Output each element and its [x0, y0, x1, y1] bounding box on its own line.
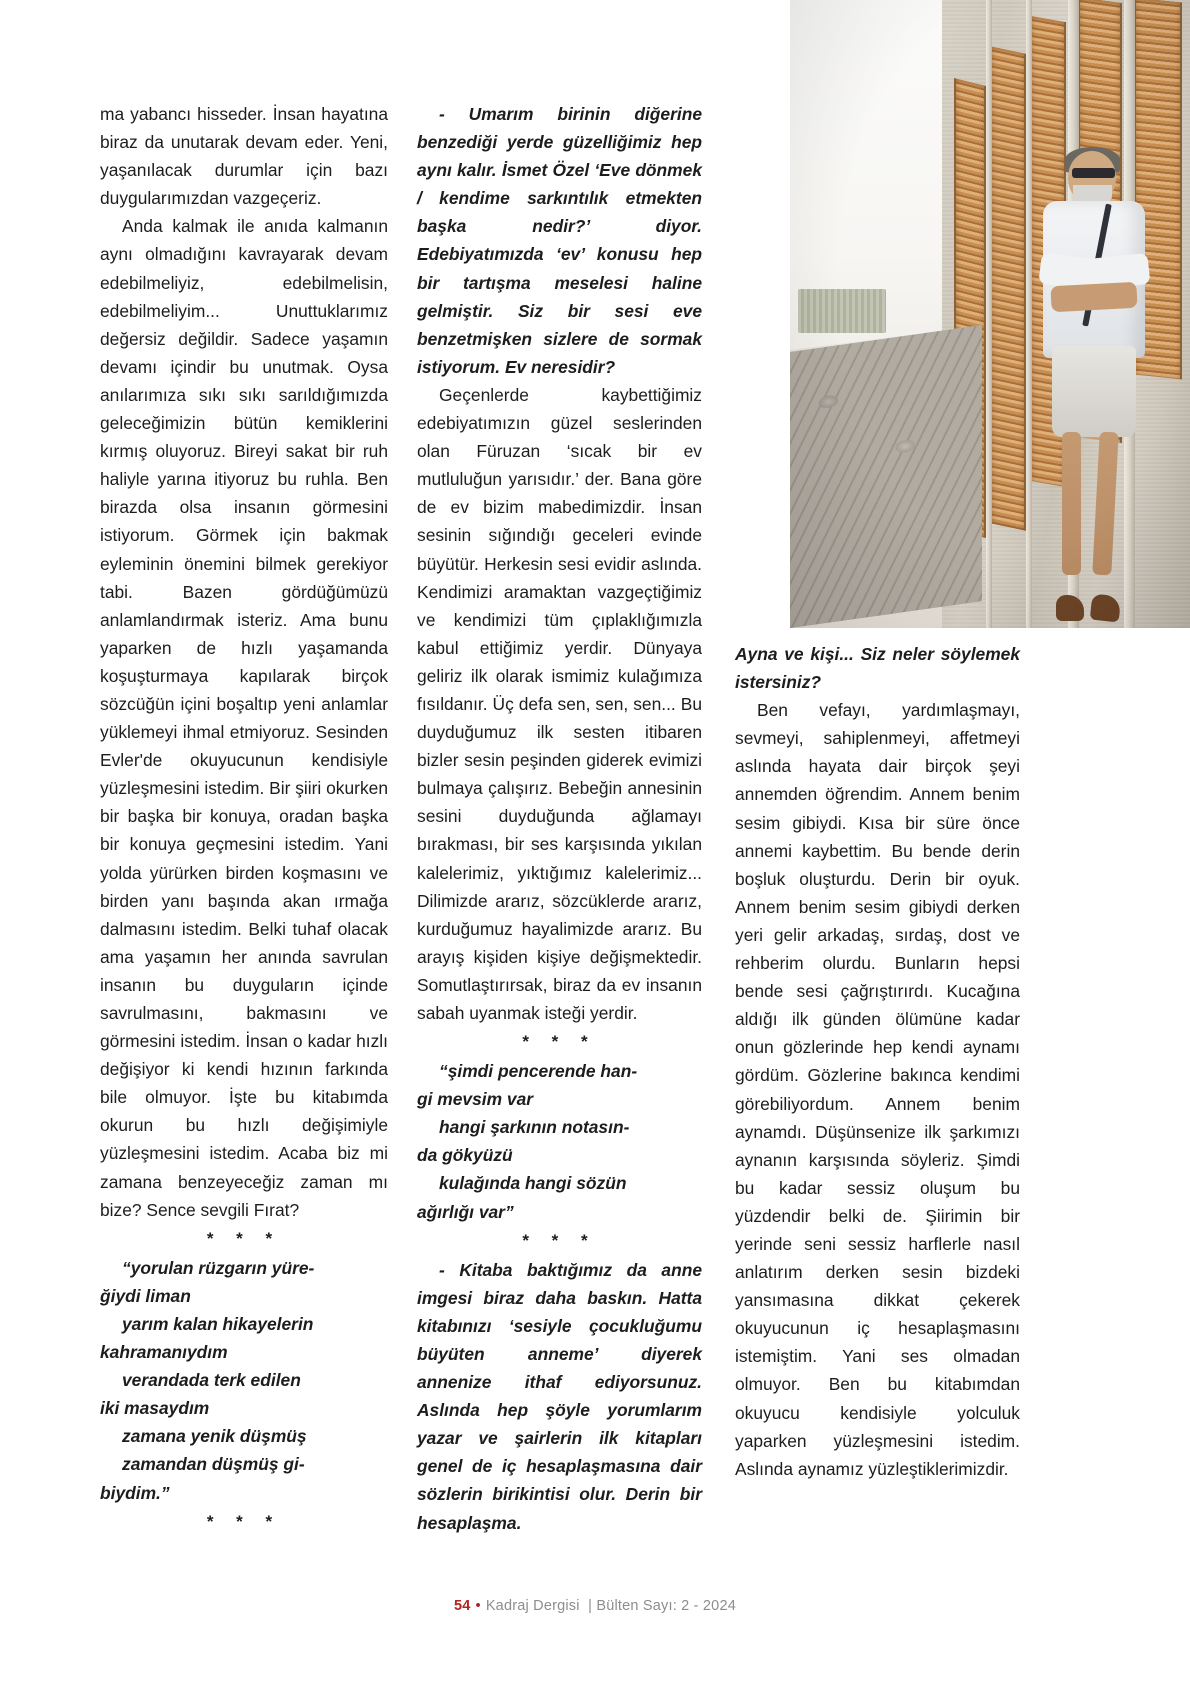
poem-line: biydim.”: [100, 1482, 170, 1503]
section-separator: * * *: [522, 1032, 597, 1052]
poem-line: yarım kalan hikayelerin: [122, 1313, 314, 1334]
poem-line: “yorulan rüzgarın yüre-: [122, 1257, 315, 1278]
poem-line: kahramanıydım: [100, 1342, 228, 1363]
photo-canvas: [790, 0, 1190, 628]
interview-answer-1: Geçenlerde kaybettiğimiz edebiyatımızın güzel seslerinden olan Füruzan ‘sıcak bir ev mutluluğun yarısıdır.’ der. Bana göre de ev bizim mabedimizdir. İnsan sesinin sığındığı geceleri evinde büyütür. Herkesin sesi evidir aslında. Kendimizi aramaktan vazgeçtiğimiz ve kendimizi tüm çıplaklığımızla kabul ettiğimiz yerdir. Dünyaya geliriz ilk olarak ismimiz kulağımıza fısıldanır. Üç defa sen, sen, sen... Bu duyduğumuz ilk sesten itibaren bizler sesin peşinden giderek evimizi bulmaya çalışırız. Bebeğin annesinin sesini duyduğunda ağlamayı bırakması, bir ses karşısında yıkılan kalelerimiz, yıktığımız kalelerimiz... Dilimizde ararız, sözcüklerde ararız, kurduğumuz hayalimizde ararız. Bu arayış kişiden kişiye değişmektedir. Somutlaştırırsak, biraz da ev insanın sabah uyanmak isteği yerdir.: [417, 384, 702, 1023]
poem-line: gi mevsim var: [417, 1089, 534, 1110]
interview-question-2: - Kitaba baktığımız da anne imgesi biraz daha baskın. Hatta kitabınızı ‘sesiyle çocukluğumu büyüten anneme’ diyerek annenize ithaf ediyorsunuz. Aslında hep şöyle yorumlarım yazar ve şairlerin ilk kitapları genel de iç hesaplaşmasına dair sözlerin birikintisi olur. Derin bir hesaplaşma.: [417, 1259, 702, 1533]
poem-line: “şimdi pencerende han-: [439, 1061, 638, 1082]
text-column-3: [735, 640, 1020, 1479]
interview-answer-2: Ben vefayı, yardımlaşmayı, sevmeyi, sahiplenmeyi, affetmeyi aslında hayata dair birçok şeyi annemden öğrendim. Annem benim sesim gibiydi. Kısa bir süre önce annemi kaybettim. Bu bende derin boşluk oluşturdu. Derin bir oyuk. Annem benim sesim gibiydi derken yeri gelir arkadaş, sırdaş, dost ve rehberim olurdu. Bunların hepsi bende sesi çağrıştırırdı. Kucağına aldığı ilk günden ölümüne kadar onun gözlerinde hep kendi aynamı gördüm. Gözlerine bakınca kendimi görebiliyordum. Annem benim aynamdı. Düşünsenize ilk şarkımızı aynanın karşısında söyleriz. Şimdi bu kadar sessiz oluşum bu yüzdendir belki de. Şiirimin bir yerinde seni sessiz harflerle nasıl anlatırım derken sesin bizdeki yansımasına dikkat çekerek okuyucunun iç hesaplaşmasını istemiştim. Yani ses olmadan olmuyor. Ben bu kitabımdan okuyucu kendisiyle yolculuk yaparken yüzleşmesini istedim. Aslında aynamız yüzleştiklerimizdir.: [735, 700, 1020, 1479]
text-column-1: [100, 100, 388, 1531]
poem-line: zamandan düşmüş gi-: [122, 1454, 305, 1475]
text-column-2: [417, 100, 702, 1533]
photo-caption-question: Ayna ve kişi... Siz neler söylemek istersiniz?: [735, 644, 1020, 693]
poem-block-2: [417, 1057, 702, 1226]
interview-question-1: - Umarım birinin diğerine benzediği yerde güzelliğimiz hep aynı kalır. İsmet Özel ‘Eve dönmek / kendime sarkıntılık etmekten başka nedir?’ diyor. Edebiyatımızda ‘ev’ konusu hep bir tartışma meselesi haline gelmiştir. Siz bir sesi eve benzetmişken sizlere de sormak istiyorum. Ev neresidir?: [417, 104, 702, 377]
poem-line: da gökyüzü: [417, 1145, 513, 1166]
page-number: 54: [454, 1598, 471, 1614]
issue-info: | Bülten Sayı: 2 - 2024: [588, 1598, 736, 1614]
section-separator: * * *: [206, 1228, 282, 1248]
magazine-name: Kadraj Dergisi: [485, 1598, 580, 1614]
footer-dot-icon: •: [475, 1598, 481, 1614]
poem-line: zamana yenik düşmüş: [122, 1426, 307, 1447]
poem-line: kulağında hangi sözün: [439, 1173, 627, 1194]
interview-subject-photo: [790, 0, 1190, 628]
poem-line: ğiydi liman: [100, 1285, 191, 1306]
paragraph: Anda kalmak ile anıda kalmanın aynı olmadığını kavrayarak devam edebilmeliyiz, edebilmelisin, edebilmeliyim... Unuttuklarımız değersiz değildir. Sadece yaşamın devamı içindir bu unutmak. Oysa anılarımıza sıkı sıkı sarıldığımızda geleceğimizin bütün kemiklerini kırmış oluyoruz. Bireyi sakat bir ruh haliyle yarına itiyoruz bu ruhla. Ben birazda olsa insanın görmesini istiyorum. Görmek için bakmak eyleminin önemini bilmek gerekiyor tabi. Bazen gördüğümüzü anlamlandırmak isteriz. Ama bunu yaparken de hızlı yaşamanda koşuşturmaya kapılarak birçok sözcüğün içini boşaltıp yeni anlamlar yüklemeyi ihmal etmiyoruz. Sesinden Evler'de okuyucunun kendisiyle yüzleşmesini istedim. Bir şiiri okurken bir başka bir konuya, oradan başka bir konuya geçmesini istedim. Yani yolda yürürken birden koşmasını ve birden yanı başında akan ırmağa dalmasını istedim. Belki tuhaf olacak ama yaşamın her anında savrulan insanın bu duyguların içinde savrulmasını, bakmasını ve görmesini istedim. İnsan o kadar hızlı değişiyor ki kendi hızının farkında bile olmuyor. İşte bu kitabımda okurun bu hızlı değişimiyle yüzleşmesini istedim. Acaba biz mi zamana benzeyeceğiz zaman mı bize? Sence sevgili Fırat?: [100, 216, 388, 1220]
section-separator: * * *: [206, 1511, 282, 1531]
poem-line: hangi şarkının notasın-: [439, 1117, 630, 1138]
section-separator: * * *: [522, 1230, 597, 1250]
photo-vignette: [790, 0, 1190, 628]
poem-line: verandada terk edilen: [122, 1370, 301, 1391]
poem-line: ağırlığı var”: [417, 1201, 514, 1222]
page-footer: [0, 1598, 1190, 1614]
poem-line: iki masaydım: [100, 1398, 210, 1419]
paragraph: ma yabancı hisseder. İnsan hayatına biraz da unutarak devam eder. Yeni, yaşanılacak durumlar için bazı duygularımızdan vazgeçeriz.: [100, 104, 388, 209]
poem-block-1: [100, 1254, 388, 1507]
